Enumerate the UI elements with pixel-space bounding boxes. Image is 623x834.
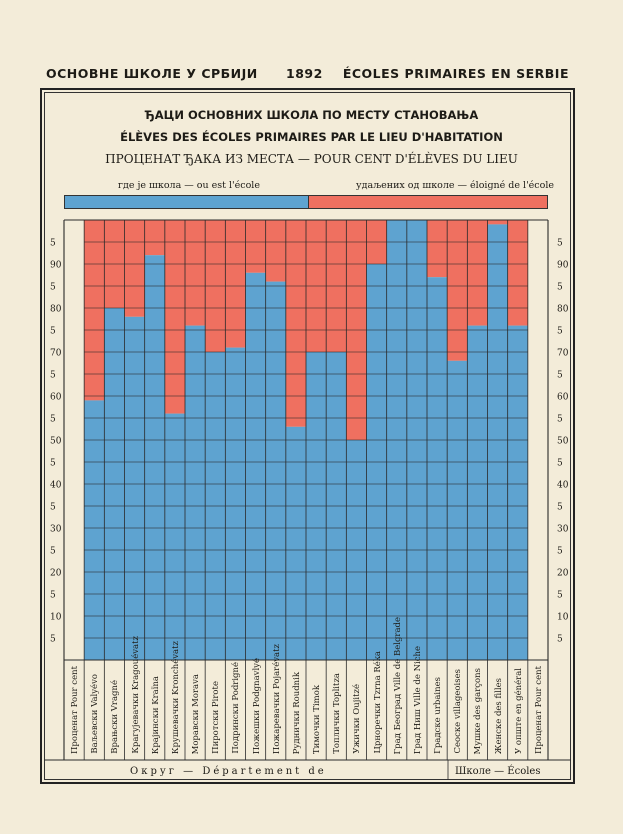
category-label: Топлички Toplitza [332, 673, 343, 754]
y-tick-label-left: 5 [50, 414, 56, 425]
header-left-title: ОСНОВНЕ ШКОЛЕ У СРБИЈИ [46, 66, 258, 81]
y-tick-label-left: 80 [50, 304, 62, 315]
y-tick-label-right: 80 [557, 304, 569, 315]
bar-far [125, 220, 145, 317]
chart-subtitle: ПРОЦЕНАТ ЂАКА ИЗ МЕСТА — POUR CENT D'ÉLÈVES DU LIEU [105, 152, 518, 166]
category-label: Женске des filles [493, 677, 504, 754]
y-tick-label-right: 20 [557, 568, 569, 579]
bar-far [145, 220, 165, 255]
header-year: 1892 [286, 66, 323, 81]
bar-far [447, 220, 467, 361]
category-label: Пожаревачки Pojarévatz [271, 643, 282, 754]
category-label: Црноречки Tzrna Réka [372, 651, 383, 754]
category-label: Ужички Oujitzé [352, 684, 363, 754]
bar-school [467, 326, 487, 660]
y-tick-label-left: 5 [50, 634, 56, 645]
bar-school [447, 361, 467, 660]
y-tick-label-right: 5 [557, 546, 563, 557]
category-labels [64, 616, 548, 760]
bar-far [84, 220, 104, 400]
category-label: Мушке des garçons [473, 667, 484, 754]
y-tick-label-left: 5 [50, 546, 56, 557]
category-label: Тимочки Timok [312, 684, 322, 754]
category-label: Крајински Kraïna [150, 675, 161, 754]
y-tick-label-right: 5 [557, 238, 563, 249]
y-tick-label-right: 30 [557, 524, 569, 535]
y-tick-label-right: 5 [557, 458, 563, 469]
footer-department-label: Округ — Département de [130, 766, 327, 777]
y-tick-label-left: 10 [50, 612, 62, 623]
category-label: Крушевачки Kronchévatz [170, 640, 181, 754]
header-right-title: ÉCOLES PRIMAIRES EN SERBIE [342, 66, 569, 81]
bar-far [467, 220, 487, 326]
bar-far [246, 220, 266, 273]
category-label: Моравски Morava [191, 673, 201, 754]
y-tick-label-right: 40 [557, 480, 569, 491]
y-tick-label-right: 60 [557, 392, 569, 403]
category-label: Подрински Podrigné [231, 662, 242, 754]
y-tick-label-right: 10 [557, 612, 569, 623]
category-label: Крагујевачки Kragouévatz [130, 636, 141, 754]
category-label: У опште en général [513, 668, 524, 754]
y-tick-label-right: 5 [557, 634, 563, 645]
bar-far [427, 220, 447, 277]
bar-school [125, 317, 145, 660]
legend-label-far: удаљених од школе — éloigné de l'école [356, 180, 555, 191]
y-tick-label-right: 5 [557, 414, 563, 425]
bar-school [427, 277, 447, 660]
category-label: Руднички Roudnik [291, 671, 302, 754]
y-tick-label-right: 5 [557, 370, 563, 381]
bar-far [508, 220, 528, 326]
y-tick-label-left: 5 [50, 326, 56, 337]
y-tick-label-left: 50 [50, 436, 62, 447]
y-tick-label-left: 5 [50, 502, 56, 513]
y-tick-label-left: 5 [50, 458, 56, 469]
category-label: Проценат Pour cent [533, 665, 544, 754]
bar-far [165, 220, 185, 414]
bar-school [225, 348, 245, 660]
category-label: Ваљевски Valyévo [90, 674, 101, 754]
bar-school [488, 224, 508, 660]
y-tick-label-left: 90 [50, 260, 62, 271]
bar-school [145, 255, 165, 660]
category-label: Врањски Vragné [110, 680, 121, 754]
y-tick-label-right: 50 [557, 436, 569, 447]
y-tick-label-left: 20 [50, 568, 62, 579]
bar-far [225, 220, 245, 348]
y-tick-label-left: 5 [50, 282, 56, 293]
chart-title-serbian: ЂАЦИ ОСНОВНИХ ШКОЛА ПО МЕСТУ СТАНОВАЊА [144, 108, 479, 122]
y-tick-label-left: 60 [50, 392, 62, 403]
category-label: Град Ниш Ville de Niche [412, 645, 423, 754]
category-label: Градске urbaines [433, 677, 443, 754]
y-tick-label-right: 5 [557, 502, 563, 513]
y-tick-label-left: 5 [50, 590, 56, 601]
y-tick-label-right: 90 [557, 260, 569, 271]
bar-far [488, 220, 508, 224]
category-label: Проценат Pour cent [70, 665, 80, 754]
y-tick-label-left: 70 [50, 348, 62, 359]
y-tick-label-right: 5 [557, 590, 563, 601]
bar-far [266, 220, 286, 282]
footer-schools-label: Школе — Écoles [455, 766, 541, 777]
category-label: Град Београд Ville de Belgrade [392, 616, 403, 754]
y-tick-label-right: 5 [557, 282, 563, 293]
chart-title-french: ÉLÈVES DES ÉCOLES PRIMAIRES PAR LE LIEU D'HABITATION [120, 130, 503, 144]
category-label: Пиротски Pirote [211, 681, 222, 754]
legend-label-school: где је школа — ou est l'école [118, 180, 260, 191]
y-tick-label-left: 30 [50, 524, 62, 535]
y-tick-label-left: 40 [50, 480, 62, 491]
category-label: Сеоске villageoises [453, 669, 464, 754]
y-tick-label-left: 5 [50, 238, 56, 249]
bar-far [185, 220, 205, 326]
bar-school [508, 326, 528, 660]
bar-school [84, 400, 104, 660]
y-tick-label-right: 70 [557, 348, 569, 359]
bar-school [246, 273, 266, 660]
bar-school [266, 282, 286, 660]
y-tick-label-right: 5 [557, 326, 563, 337]
bar-school [165, 414, 185, 660]
y-tick-label-left: 5 [50, 370, 56, 381]
category-label: Пожешки Podgnavlyé [251, 657, 262, 754]
bar-school [185, 326, 205, 660]
